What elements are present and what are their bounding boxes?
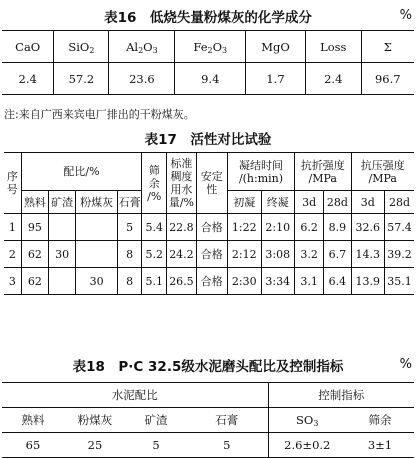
- header-control-index: 控制指标: [268, 383, 414, 408]
- header-so3: $SO_3$: [268, 408, 346, 433]
- header-setting-time: 凝结时间 /(h:min): [228, 153, 295, 191]
- table18-header-row: [2, 408, 414, 433]
- header-loss: Loss: [306, 31, 362, 63]
- header-sum: Σ: [361, 31, 414, 63]
- header-clinker: 熟料: [21, 413, 45, 427]
- header-clinker: 熟料: [21, 191, 48, 214]
- table16-unit: %: [399, 8, 412, 23]
- header-water: 标准 稠度 用水 量/%: [167, 153, 196, 214]
- table-row: 1 95 5 5.4 22.8 合格 1:22 2:10 6.2 8.9 32.6 57.4: [4, 214, 414, 241]
- value-loss: 2.4: [306, 63, 362, 95]
- table17-activity-comparison: [4, 152, 414, 295]
- header-slag: 矿渣: [144, 413, 168, 427]
- header-flexural-28d: 28d: [324, 191, 351, 214]
- header-compressive-28d: 28d: [385, 191, 414, 214]
- header-fe2o3: $Fe_2O_3$: [175, 31, 246, 63]
- header-compressive-3d: 3d: [351, 191, 385, 214]
- table16-note: 注:来自广西来宾电厂排出的干粉煤灰。: [4, 108, 195, 121]
- header-slag: 矿渣: [48, 191, 75, 214]
- header-cao: CaO: [2, 31, 54, 63]
- table16-chemical-composition: [2, 30, 414, 95]
- header-seq: 序号: [4, 153, 21, 214]
- table16-caption: 表16 低烧失量粉煤灰的化学成分: [104, 10, 312, 26]
- table16-header-row: [2, 31, 414, 63]
- header-flexural-3d: 3d: [295, 191, 324, 214]
- header-compressive-strength: 抗压强度 /MPa: [351, 153, 414, 191]
- header-cement-mix: 水泥配比: [2, 383, 268, 408]
- header-sieve: 筛 余 /%: [142, 153, 167, 214]
- value-fe2o3: 9.4: [175, 63, 246, 95]
- value-mgo: 1.7: [246, 63, 306, 95]
- header-final-set: 终凝: [261, 191, 295, 214]
- header-ratio: 配比/%: [21, 153, 141, 191]
- table18-caption: 表18 P·C 32.5级水泥磨头配比及控制指标: [72, 359, 344, 375]
- header-stability: 安定 性: [196, 153, 227, 214]
- table18-group-header-row: [2, 383, 414, 408]
- value-cao: 2.4: [18, 71, 37, 86]
- table17-header-row-1: [4, 153, 414, 191]
- header-al2o3: $Al_2O_3$: [109, 31, 175, 63]
- table18-unit: %: [399, 357, 412, 372]
- table-row: 3 62 30 8 5.1 26.5 合格 2:30 3:34 3.1 6.4 13.9 35.1: [4, 268, 414, 295]
- table17-caption: 表17 活性对比试验: [144, 132, 272, 148]
- header-gypsum: 石膏: [215, 413, 239, 427]
- header-sio2: SiO$_2$: [54, 31, 109, 63]
- table18-mix-and-control: [2, 382, 414, 458]
- header-gypsum: 石膏: [118, 191, 142, 214]
- value-sio2: 57.2: [54, 63, 109, 95]
- table-row: 2 62 30 8 5.2 24.2 合格 2:12 3:08 3.2 6.7 14.3 39.2: [4, 241, 414, 268]
- value-al2o3: 23.6: [109, 63, 175, 95]
- table-row: 65 25 5 5 2.6±0.2 3±1: [2, 433, 414, 458]
- header-flyash: 粉煤灰: [76, 191, 118, 214]
- header-initial-set: 初凝: [228, 191, 262, 214]
- table16-value-row: [2, 63, 414, 95]
- header-flyash: 粉煤灰: [77, 413, 113, 427]
- value-sum: 96.7: [361, 63, 414, 95]
- header-residue: 筛余: [368, 413, 392, 427]
- header-mgo: MgO: [246, 31, 306, 63]
- header-flexural-strength: 抗折强度 /MPa: [295, 153, 352, 191]
